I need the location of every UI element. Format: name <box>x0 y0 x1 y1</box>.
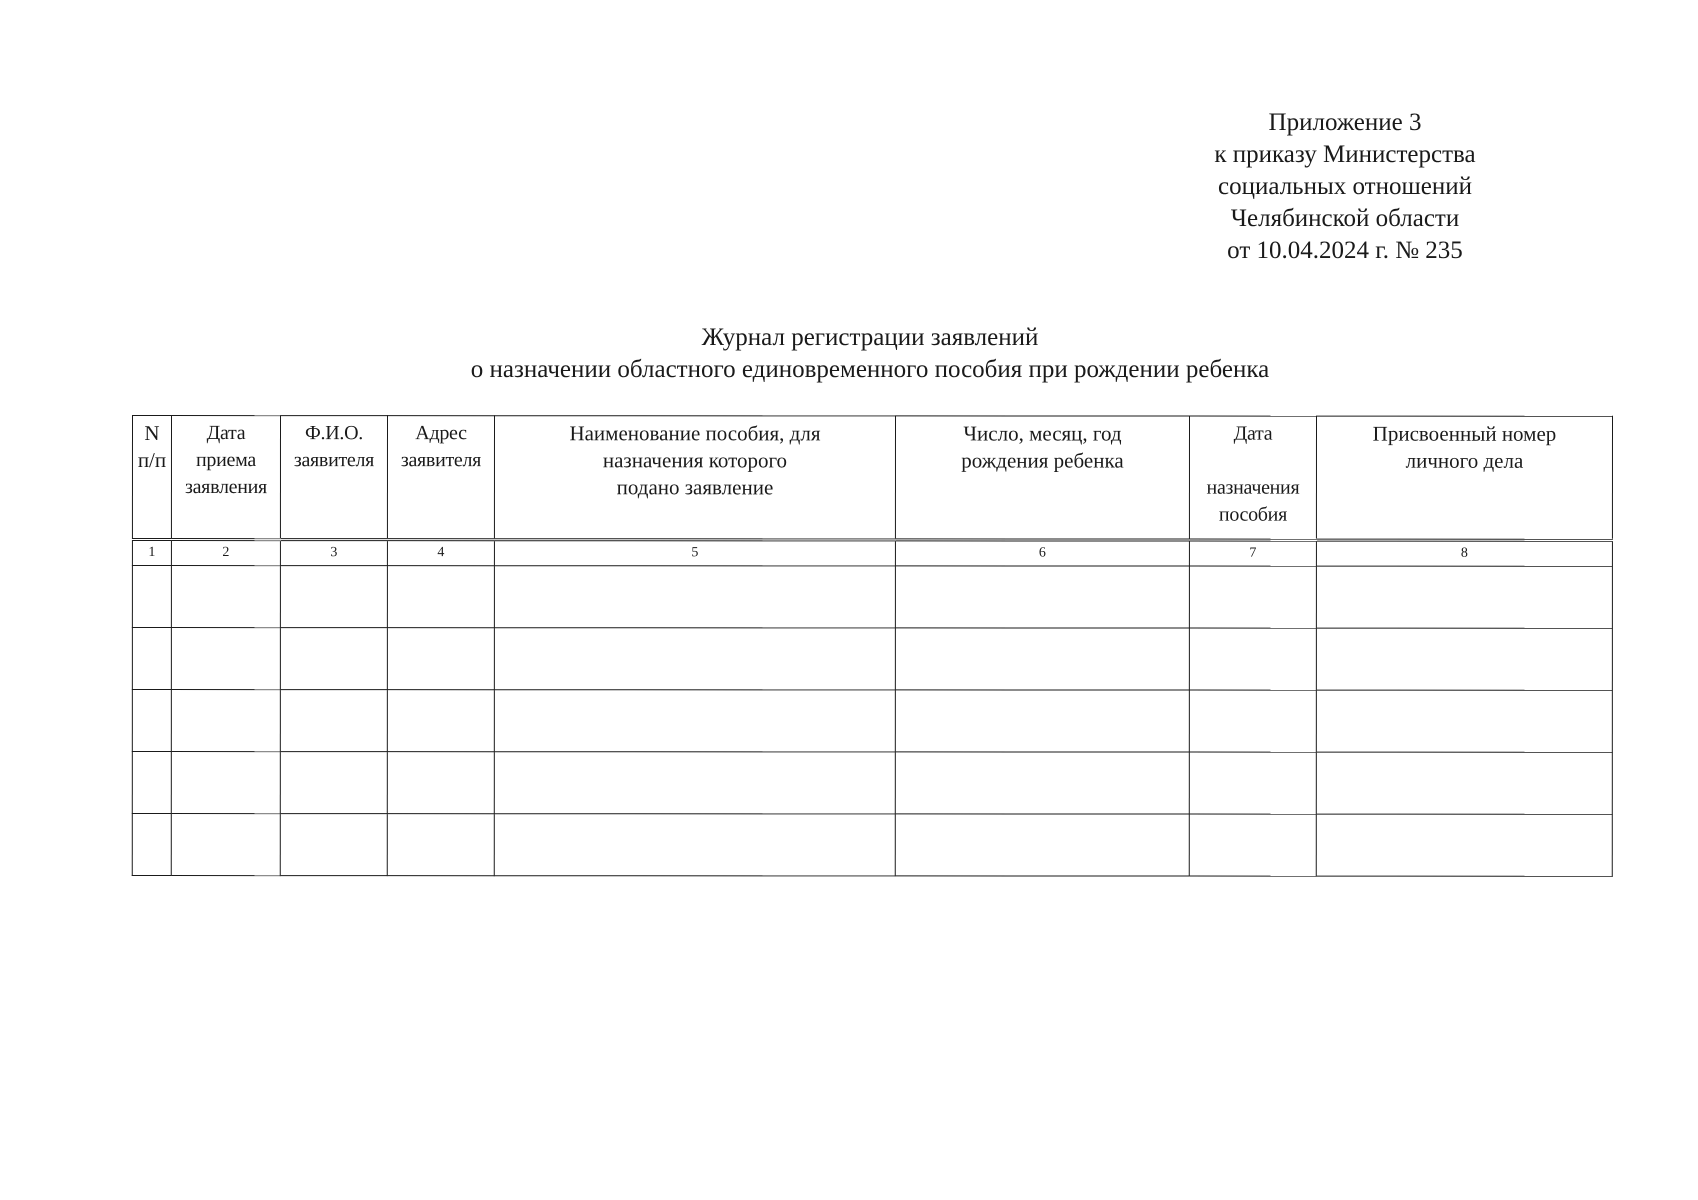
table-cell <box>280 690 387 752</box>
table-cell <box>171 752 280 814</box>
table-cell <box>132 566 171 628</box>
table-cell <box>280 752 387 814</box>
table-cell <box>895 814 1189 876</box>
header-text: назначения <box>1206 476 1300 499</box>
table-cell <box>1316 752 1612 814</box>
table-cell <box>1189 628 1316 690</box>
table-cell <box>132 690 171 752</box>
header-text: личного дела <box>1405 448 1524 473</box>
table-cell <box>132 752 171 814</box>
header-text: приема <box>196 449 256 472</box>
table-cell <box>132 628 171 690</box>
table-cell <box>494 566 895 628</box>
table-cell <box>387 566 494 628</box>
table-row <box>132 814 1612 877</box>
column-number: 1 <box>132 540 171 566</box>
header-text: заявления <box>184 476 267 499</box>
document-title <box>0 322 1698 386</box>
header-text: Дата <box>1233 422 1273 445</box>
table-cell <box>132 814 171 876</box>
table-cell <box>280 814 387 876</box>
column-number: 4 <box>387 540 494 566</box>
table-cell <box>1189 566 1316 628</box>
table-cell <box>895 566 1189 628</box>
table-cell <box>1189 814 1316 876</box>
header-cell-assignment-date <box>1189 416 1316 540</box>
table-cell <box>895 628 1189 690</box>
table-cell <box>1316 566 1612 628</box>
table-cell <box>387 814 494 876</box>
header-text: назначения которого <box>602 448 788 473</box>
table-cell <box>387 690 494 752</box>
column-number: 3 <box>280 540 387 566</box>
title-line-1: Журнал регистрации заявлений <box>701 324 1039 351</box>
table-cell <box>171 628 280 690</box>
table-cell <box>1316 814 1612 876</box>
table-cell <box>1189 690 1316 752</box>
table-cell <box>280 628 387 690</box>
appendix-line: социальных отношений <box>1218 173 1472 200</box>
table-cell <box>171 690 280 752</box>
header-cell-benefit-name <box>494 416 895 540</box>
table-cell <box>1189 752 1316 814</box>
appendix-line: Челябинской области <box>1230 205 1460 232</box>
header-text: рождения ребенка <box>961 448 1124 473</box>
table-cell <box>895 690 1189 752</box>
table-row <box>132 628 1612 691</box>
header-text: Ф.И.О. <box>305 422 363 445</box>
table-cell <box>494 752 895 814</box>
header-gap <box>1190 448 1316 475</box>
header-text: п/п <box>137 448 167 473</box>
column-number-row <box>132 540 1612 567</box>
header-text: N <box>144 421 160 446</box>
column-number: 6 <box>895 540 1189 566</box>
header-text: Адрес <box>415 422 467 445</box>
column-number: 8 <box>1316 540 1612 566</box>
title-line-2: о назначении областного единовременного пособия при рождении ребенка <box>470 356 1270 383</box>
header-text: пособия <box>1218 503 1287 526</box>
header-cell-case-number <box>1316 416 1612 540</box>
header-text: Дата <box>206 422 246 445</box>
table-row <box>132 752 1612 815</box>
header-cell-applicant-name <box>280 416 387 540</box>
table-cell <box>494 690 895 752</box>
table-cell <box>387 628 494 690</box>
table-cell <box>1316 690 1612 752</box>
header-row <box>132 416 1612 541</box>
column-number: 2 <box>171 540 280 566</box>
header-text: Присвоенный номер <box>1372 421 1557 446</box>
table-cell <box>280 566 387 628</box>
registration-table <box>132 415 1613 877</box>
header-text: заявителя <box>400 449 482 472</box>
header-cell-receipt-date <box>171 416 280 540</box>
table-cell <box>494 814 895 876</box>
column-number: 5 <box>494 540 895 566</box>
appendix-line: Приложение 3 <box>1268 109 1422 136</box>
table-cell <box>895 752 1189 814</box>
header-text: подано заявление <box>616 475 774 500</box>
table-row <box>132 566 1612 629</box>
table-row <box>132 690 1612 753</box>
header-text: Число, месяц, год <box>963 421 1122 446</box>
table-cell <box>171 566 280 628</box>
header-cell-applicant-address <box>387 416 494 540</box>
header-text: Наименование пособия, для <box>569 421 821 446</box>
appendix-line: к приказу Министерства <box>1214 141 1476 168</box>
table-cell <box>494 628 895 690</box>
column-number: 7 <box>1189 540 1316 566</box>
table-cell <box>387 752 494 814</box>
appendix-line: от 10.04.2024 г. № 235 <box>1227 237 1463 264</box>
header-cell-birth-date <box>895 416 1189 540</box>
table-cell <box>1316 628 1612 690</box>
appendix-note <box>1180 107 1510 267</box>
header-text: заявителя <box>293 449 375 472</box>
header-cell-number <box>132 416 171 540</box>
table-cell <box>171 814 280 876</box>
